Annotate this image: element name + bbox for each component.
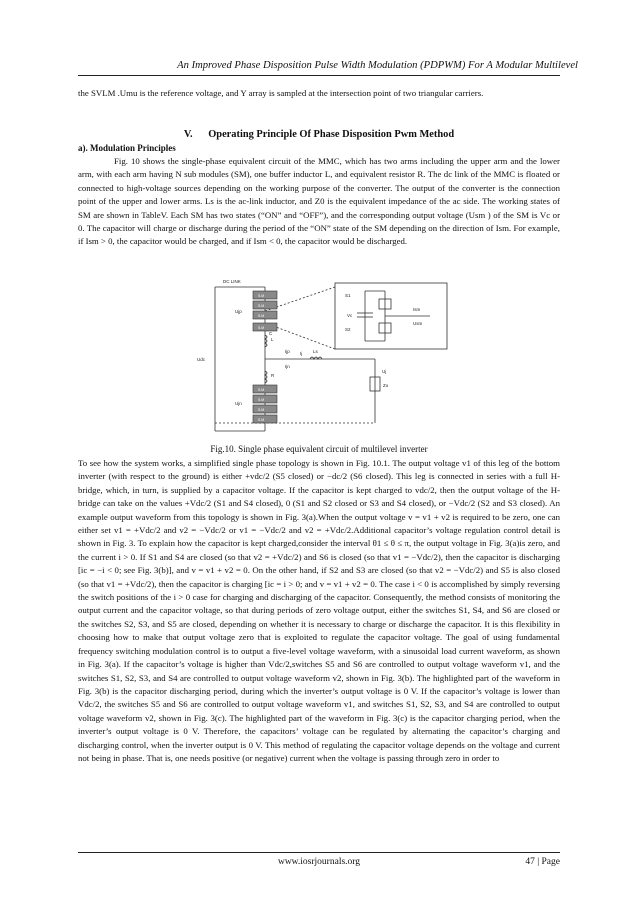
upper-arm-label: Ujp: [235, 309, 242, 314]
lower-arm-label: Ujn: [235, 401, 242, 406]
sm-label: S.M: [258, 408, 265, 412]
figure-10-circuit: [185, 273, 455, 443]
z0-label: Zo: [383, 383, 389, 388]
sm-label: S.M: [258, 314, 265, 318]
section-title: V. Operating Principle Of Phase Disposition Pwm Method: [183, 129, 455, 140]
paragraph-1: Fig. 10 shows the single-phase equivalent circuit of the MMC, which has two arms including the upper arm and the lower arm, with each arm having N sub modules (SM), one buffer inductor L, and equivalent resistor R. The dc link of the MMC is floated or connected to high-voltage sources depending on the working purpose of the converter. The output of the converter is the connection point of the upper and lower arms. Ls is the ac-link inductor, and Z0 is the equivalent impedance of the ac side. The working states of SM are shown in TableV. Each SM has two states (“ON” and “OFF”), and the corresponding output voltage (Usm ) of the SM is Vc or 0. The capacitor will charge or discharge during the period of the “ON” state of the SM depending on the direction of Ism. For example, if Ism > 0, the capacitor would be charged, and if Ism < 0, the capacitor would be discharged.: [78, 156, 560, 247]
figure-caption: Fig.10. Single phase equivalent circuit of multilevel inverter: [210, 444, 428, 454]
dc-link-label: DC LINK: [223, 279, 241, 284]
sm-label: S.M: [258, 388, 265, 392]
uj-label: Uj: [382, 369, 387, 374]
ls-label: Ls: [313, 349, 318, 354]
inductor-label: L: [271, 337, 274, 342]
usm-label: Usm: [413, 321, 423, 326]
sm-label: S.M: [258, 294, 265, 298]
s2-label: S2: [345, 327, 351, 332]
page-number: 47 | Page: [525, 857, 560, 867]
footer-rule: [78, 852, 560, 853]
ij-label: Ij: [300, 351, 303, 356]
ip-label: Ijp: [285, 349, 290, 354]
subsection-title: a). Modulation Principles: [78, 143, 176, 153]
paragraph-2: To see how the system works, a simplified single phase topology is shown in Fig. 10.1. The output voltage v1 of this leg of the bottom inverter (with respect to the ground) is either +vdc/2 (S5 closed) or −dc/2 (S6 closed). This leg is connected in series with a full H-bridge, which, in turn, is supplied by a capacitor voltage. If the capacitor is kept charged to vdc/2, then the output voltage of the H-bridge can take on the values +Vdc/2 (S1 and S4 closed), 0 (S1 and S2 closed or S3 and S4 closed), or −Vdc/2 (S2 and S3 closed). An example output waveform from this topology is shown in Fig. 3(a).When the output voltage v = v1 + v2 is required to be zero, one can either set v1 = +Vdc/2 and v2 = −Vdc/2 or v1 = −Vdc/2 and v2 = +Vdc/2.Additional capacitor’s voltage regulation control detail is shown in Fig. 3. To explain how the capacitor is kept charged,consider the interval θ1 ≤ θ ≤ π, the output voltage in Fig. 3(a)is zero, and the current i > 0. If S1 and S4 are closed (so that v2 = +Vdc/2) and S6 is closed (so that v1 = −Vdc/2), then the capacitor is discharging [ic = −i < 0; see Fig. 3(b)], and v = v1 + v2 = 0. On the other hand, if S2 and S3 are closed (so that v2 = −Vdc/2) and S5 is also closed (so that v1 = +Vdc/2), then the capacitor is charging [ic = i > 0; and v = v1 + v2 = 0. The case i < 0 is accomplished by simply reversing the switch positions of the i > 0 case for charging and discharging of the capacitor. Consequently, the method consists of monitoring the output current and the capacitor voltage, so that during periods of zero voltage output, either the switches S1, S4, and S6 are closed or the switches S2, S3, and S5 are closed, depending on whether it is necessary to charge or discharge the capacitor. It is this flexibility in choosing how to make that output voltage zero that is exploited to regulate the capacitor voltage. The goal of using fundamental frequency switching modulation control is to output a five-level voltage waveform, with a sinusoidal load current waveform, as shown in Fig. 3(a). If the capacitor’s voltage is higher than Vdc/2,switches S5 and S6 are controlled to output voltage waveform v1, and the switches S1, S2, S3, and S4 are controlled to output voltage waveform v2, shown in Fig. 3(b). The highlighted part of the waveform in Fig. 3(b) is the capacitor discharging period, during which the inverter’s output voltage is 0 V. If the capacitor’s voltage is lower than Vdc/2, the switches S5 and S6 are controlled to output voltage waveform v1, and switches S1, S2, S3, and S4 are controlled to output voltage waveform v2, shown in Fig. 3(c). The highlighted part of the waveform in Fig. 3(c) is the capacitor charging period, when the inverter’s output voltage is 0 V. Therefore, the capacitors’ voltage can be regulated by alternating the capacitor’s charging and discharging control, when the inverter output is 0 V. This method of regulating the capacitor voltage depends on the voltage and current not being in phase. That is, one needs positive (or negative) current when the voltage is passing through zero in order to: [78, 458, 560, 763]
resistor-label: R: [271, 373, 275, 378]
footer-url: www.iosrjournals.org: [277, 857, 361, 867]
intro-paragraph: the SVLM .Umu is the reference voltage, and Y array is sampled at the intersection point of two triangular carriers.: [78, 88, 484, 98]
ism-label: Ism: [413, 307, 421, 312]
sm-label: S.M: [258, 398, 265, 402]
sm-label: S.M: [258, 304, 265, 308]
sm-label: S.M: [258, 418, 265, 422]
sm-label: S.M: [258, 326, 265, 330]
udc-label: Udc: [197, 357, 206, 362]
s1-label: S1: [345, 293, 351, 298]
vc-label: Vc: [347, 313, 353, 318]
capacitor-label: C: [269, 331, 273, 336]
in-label: Ijn: [285, 364, 290, 369]
running-header: An Improved Phase Disposition Pulse Width Modulation (PDPWM) For A Modular Multilevel: [177, 60, 578, 71]
header-rule: [78, 75, 560, 76]
